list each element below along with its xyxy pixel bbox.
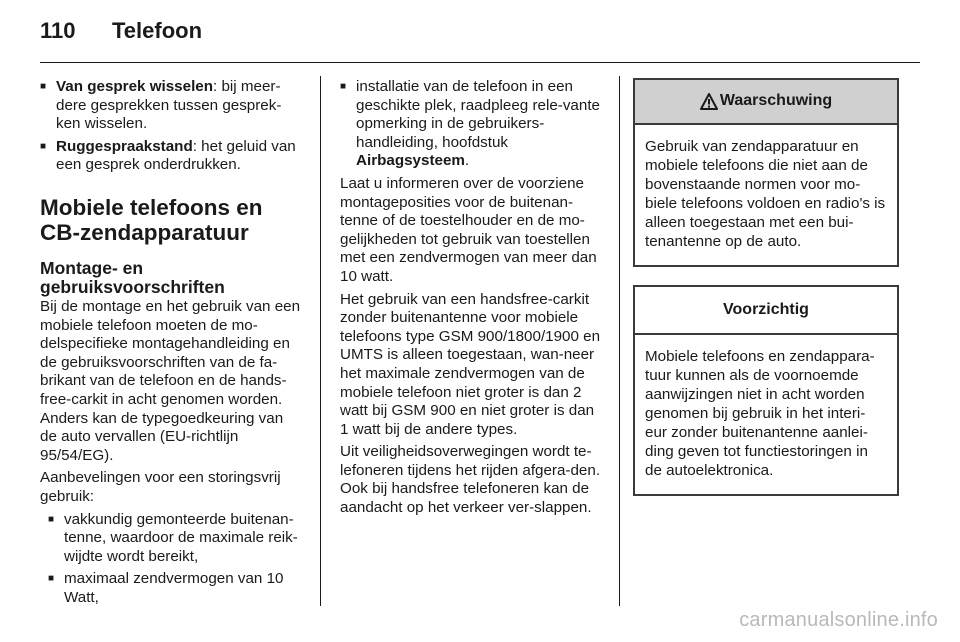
paragraph: Aanbevelingen voor een storingsvrij gebruik: xyxy=(40,469,281,505)
page-header xyxy=(40,18,920,62)
section-heading: Mobiele telefoons en CB-zendapparatuur xyxy=(40,194,263,245)
watermark: carmanualsonline.info xyxy=(739,609,938,631)
caution-body: Mobiele telefoons en zendappara-tuur kunnen als de voornoemde aanwijzingen niet in acht worden genomen bij gebruik in het interi-eur zonder buitenantenne aanlei-ding geven tot functiestoringen in de autoelektronica. xyxy=(645,348,875,480)
page-number: 110 xyxy=(40,18,76,43)
paragraph: Uit veiligheidsoverwegingen wordt te-lefoneren tijdens het rijden afgera-den. Ook bij handsfree telefoneren kan de aandacht op het verkeer ver-slappen. xyxy=(340,443,601,517)
list-item xyxy=(40,78,304,134)
subsection-heading: Montage- en gebruiksvoorschriften xyxy=(40,257,225,297)
list-item-text: vakkundig gemonteerde buitenan-tenne, waardoor de maximale reik-wijdte wordt bereikt, xyxy=(64,510,298,565)
term-description: : het geluid van een gesprek onderdrukken. xyxy=(56,137,296,174)
warning-box xyxy=(633,78,899,267)
chapter-title: Telefoon xyxy=(112,18,203,43)
cross-reference: Airbagsysteem xyxy=(356,152,465,170)
paragraph: Bij de montage en het gebruik van een mobiele telefoon moeten de mo-delspecifieke montagehandleiding en de gebruiksvoorschriften van de fa-brikant van de telefoon en de hands-free-carkit in acht genomen worden. Anders kan de typegoedkeuring van de auto vervallen (EU-richtlijn 95/54/EG). xyxy=(40,297,301,464)
term: Van gesprek wisselen xyxy=(56,78,214,95)
list-item xyxy=(340,78,604,171)
warning-body: Gebruik van zendapparatuur en mobiele telefoons die niet aan de bovenstaande normen voor mo-biele telefoons voldoen en radio's is alleen toegestaan met een bui-tenantenne op de auto. xyxy=(645,137,886,250)
warning-triangle-icon xyxy=(700,93,718,110)
bullet-mark: ■ xyxy=(340,81,347,92)
column-left xyxy=(40,78,304,611)
caution-title: Voorzichtig xyxy=(723,300,809,318)
warning-title: Waarschuwing xyxy=(719,92,833,109)
bullet-mark: ■ xyxy=(40,81,47,92)
header-rule xyxy=(40,62,920,63)
list-item xyxy=(40,511,304,567)
bullet-mark: ■ xyxy=(40,140,47,152)
column-divider-2 xyxy=(619,76,620,606)
list-item xyxy=(40,570,304,607)
punctuation: . xyxy=(464,152,470,170)
caution-box xyxy=(633,285,899,497)
list-item xyxy=(40,138,304,175)
bullet-mark: ■ xyxy=(48,573,55,585)
paragraph: Laat u informeren over de voorziene montageposities voor de buitenan-tenne of de toestelhouder en de mo-gelijkheden tot gebruik van toestellen met een zendvermogen van meer dan 10 watt. xyxy=(340,174,597,285)
column-middle xyxy=(340,78,604,522)
list-item-text: installatie van de telefoon in een geschikte plek, raadpleeg rele-vante opmerking in de gebruikers-handleiding, hoofdstuk xyxy=(356,78,600,151)
term-description: : bij meer-dere gesprekken tussen gesprek-ken wisselen. xyxy=(56,78,282,133)
column-right xyxy=(633,78,899,514)
column-divider-1 xyxy=(320,76,321,606)
caution-header xyxy=(635,287,897,336)
term: Ruggespraakstand xyxy=(56,137,193,155)
warning-header xyxy=(635,80,897,125)
paragraph: Het gebruik van een handsfree-carkit zonder buitenantenne voor mobiele telefoons type GSM 900/1800/1900 en UMTS is alleen toegestaan, wan-neer het maximale zendvermogen van de mobiele telefoon niet groter is dan 2 watt bij GSM 900 en niet groter is dan 1 watt bij de andere types. xyxy=(340,290,601,438)
list-item-text: maximaal zendvermogen van 10 Watt, xyxy=(64,570,284,606)
bullet-mark: ■ xyxy=(48,513,55,525)
